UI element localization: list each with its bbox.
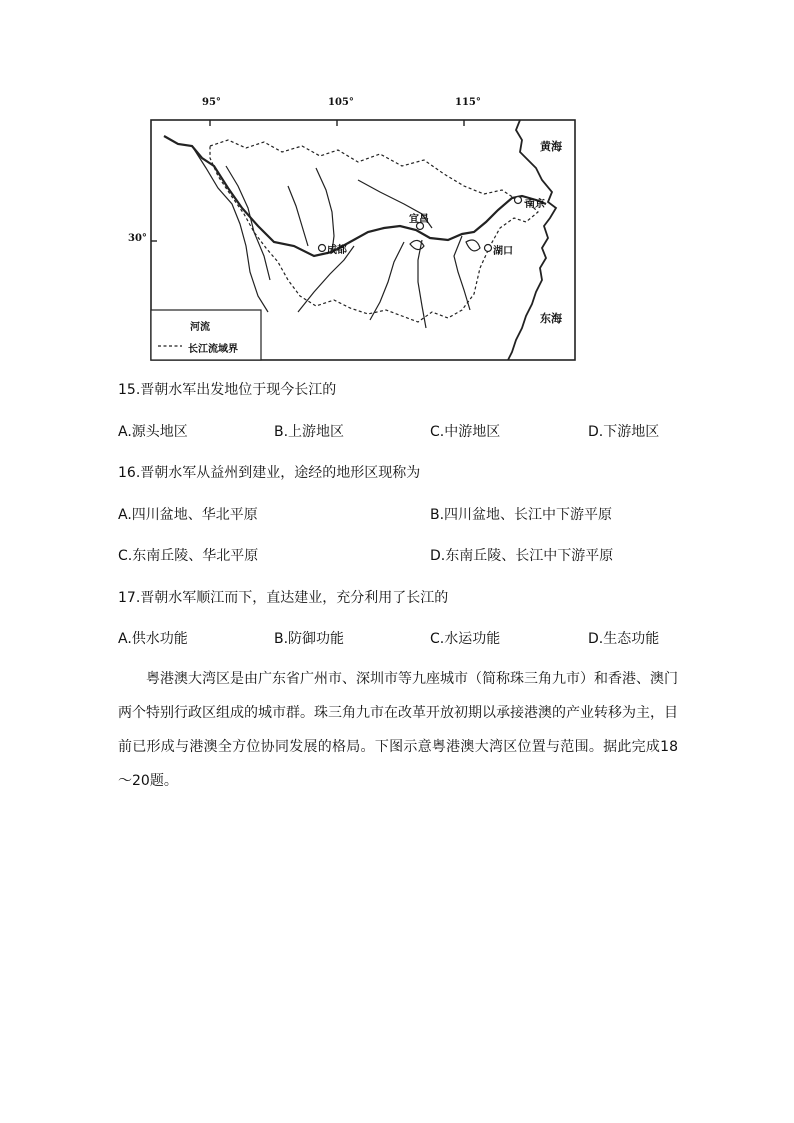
q16-option-a: A.四川盆地、华北平原 [118,507,258,523]
lon-label-115: 115° [455,97,481,108]
passage-text: 粤港澳大湾区是由广东省广州市、深圳市等九座城市（简称珠三角九市）和香港、澳门两个特别行政区组成的城市群。珠三角九市在改革开放初期以承接港澳的产业转移为主，目前已形成与港澳全方位协同发展的格局。下图示意粤港澳大湾区位置与范围。据此完成18～20题。 [118,671,678,789]
q17-option-b: B.防御功能 [274,631,345,647]
sea-label-yellow: 黄海 [540,140,562,153]
yangtze-basin-map [118,96,588,362]
city-label-hukou: 湖口 [493,246,513,257]
legend-river-label: 河流 [190,322,210,333]
q17-option-c: C.水运功能 [430,631,501,647]
city-label-nanjing: 南京 [525,199,545,210]
city-marker-chengdu [319,245,326,252]
lat-label-30: 30° [128,233,147,244]
city-marker-hukou [485,245,492,252]
city-label-yichang: 宜昌 [409,214,429,225]
question-17-stem: 17.晋朝水军顺江而下，直达建业，充分利用了长江的 [118,590,449,606]
city-label-chengdu: 成都 [327,245,347,256]
lon-label-105: 105° [328,97,354,108]
q17-option-d: D.生态功能 [588,631,660,647]
q15-option-b: B.上游地区 [274,424,345,440]
q17-option-a: A.供水功能 [118,631,188,647]
sea-label-east: 东海 [540,312,562,325]
legend-boundary-label: 长江流域界 [188,344,238,355]
q15-option-c: C.中游地区 [430,424,501,440]
passage-block [118,662,678,798]
q16-option-b: B.四川盆地、长江中下游平原 [430,507,613,523]
question-15-stem: 15.晋朝水军出发地位于现今长江的 [118,382,337,398]
question-16-stem: 16.晋朝水军从益州到建业，途经的地形区现称为 [118,465,421,481]
q16-option-d: D.东南丘陵、长江中下游平原 [430,548,614,564]
city-marker-nanjing [515,197,522,204]
q15-option-d: D.下游地区 [588,424,660,440]
q16-option-c: C.东南丘陵、华北平原 [118,548,259,564]
q15-option-a: A.源头地区 [118,424,188,440]
lon-label-95: 95° [202,97,221,108]
